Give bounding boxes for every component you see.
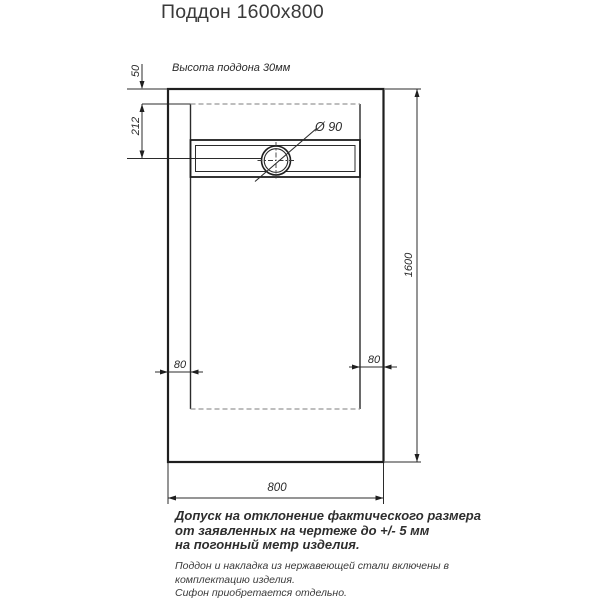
dim-212-label: 212: [130, 116, 142, 136]
dim-diameter-label: Ø 90: [315, 120, 343, 134]
tolerance-note-line1: Допуск на отклонение фактического размера: [175, 508, 481, 523]
dim-80-right-label: 80: [367, 354, 381, 366]
dim-1600-label: 1600: [403, 252, 415, 278]
dimension-drain-offset: [130, 104, 145, 159]
dimension-rim-top: [130, 64, 145, 89]
dimension-width: [168, 482, 384, 501]
dim-800-label: 800: [267, 482, 287, 494]
tolerance-note-line2: от заявленных на чертеже до +/- 5 мм: [175, 522, 430, 538]
tolerance-note: [175, 509, 481, 553]
included-note-line1: Поддон и накладка из нержавеющей стали включены в: [175, 560, 449, 572]
dim-50-label: 50: [130, 64, 142, 78]
tolerance-note-line3: на погонный метр изделия.: [175, 537, 360, 552]
dim-80-left-label: 80: [173, 359, 187, 371]
dimension-margin-right: [349, 354, 397, 370]
dimension-length: [403, 89, 420, 462]
included-note-line3: Сифон приобретается отдельно.: [175, 587, 347, 599]
page-title: Поддон 1600x800: [161, 1, 324, 23]
tray-height-note: Высота поддона 30мм: [172, 62, 291, 74]
included-note-line2: комплектацию изделия.: [175, 573, 295, 586]
included-items-note: [175, 560, 449, 601]
dimension-margin-left: [155, 359, 203, 375]
drain-circle: [255, 129, 317, 182]
